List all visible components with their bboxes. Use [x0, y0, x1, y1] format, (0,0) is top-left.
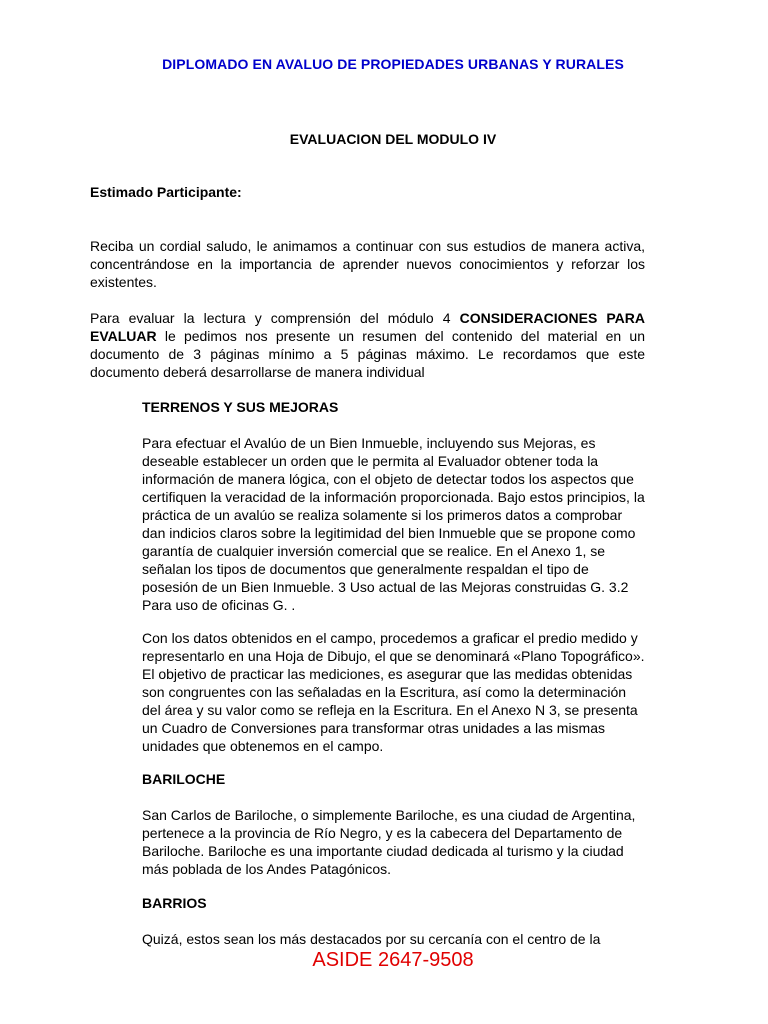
intro-p2-after: le pedimos nos presente un resumen del contenido del material en un documento de 3 páginas mínimo a 5 páginas máximo. Le recordamos que este documento deberá desarrollarse de manera individual — [90, 328, 645, 380]
section-heading-terrenos: TERRENOS Y SUS MEJORAS — [142, 399, 339, 415]
intro-paragraph-1: Reciba un cordial saludo, le animamos a continuar con sus estudios de manera activa, concentrándose en la importancia de aprender nuevos conocimientos y reforzar los existentes. — [90, 238, 645, 290]
footer-code: ASIDE 2647-9508 — [312, 949, 474, 971]
greeting: Estimado Participante: — [90, 184, 242, 200]
module-name-bold: CONSIDERACIONES PARA EVALUAR — [90, 310, 646, 344]
section-paragraph: Con los datos obtenidos en el campo, procedemos a graficar el predio medido y representarlo en una Hoja de Dibujo, el que se denominará «Plano Topográfico». El objetivo de practicar las mediciones, es asegurar que las medidas obtenidas son congruentes con las señaladas en la Escritura, así como la determinación del área y su valor como se refleja en la Escritura. En el Anexo N 3, se presenta un Cuadro de Conversiones para transformar otras unidades a las mismas unidades que obtenemos en el campo. — [142, 630, 645, 754]
module-title: EVALUACION DEL MODULO IV — [289, 131, 497, 147]
section-heading-bariloche: BARILOCHE — [142, 771, 226, 787]
section-heading-barrios: BARRIOS — [142, 895, 207, 911]
document-title: DIPLOMADO EN AVALUO DE PROPIEDADES URBANAS Y RURALES — [162, 56, 624, 72]
section-paragraph: Para efectuar el Avalúo de un Bien Inmueble, incluyendo sus Mejoras, es deseable establecer un orden que le permita al Evaluador obtener toda la información de manera lógica, con el objeto de detectar todos los aspectos que certifiquen la veracidad de la información proporcionada. Bajo estos principios, la práctica de un avalúo se realiza solamente si los primeros datos a comprobar dan indicios claros sobre la legitimidad del bien Inmueble que se propone como garantía de cualquier inversión comercial que se realice. En el Anexo 1, se señalan los tipos de documentos que generalmente respaldan el tipo de posesión de un Bien Inmueble. 3 Uso actual de las Mejoras construidas G. 3.2 Para uso de oficinas G. . — [142, 435, 645, 613]
section-paragraph: Quizá, estos sean los más destacados por su cercanía con el centro de la — [142, 931, 601, 947]
intro-p2-before: Para evaluar la lectura y comprensión del módulo 4 — [90, 310, 460, 326]
section-paragraph: San Carlos de Bariloche, o simplemente Bariloche, es una ciudad de Argentina, pertenece a la provincia de Río Negro, y es la cabecera del Departamento de Bariloche. Bariloche es una importante ciudad dedicada al turismo y la ciudad más poblada de los Andes Patagónicos. — [142, 807, 636, 877]
intro-paragraph-2 — [90, 309, 645, 381]
